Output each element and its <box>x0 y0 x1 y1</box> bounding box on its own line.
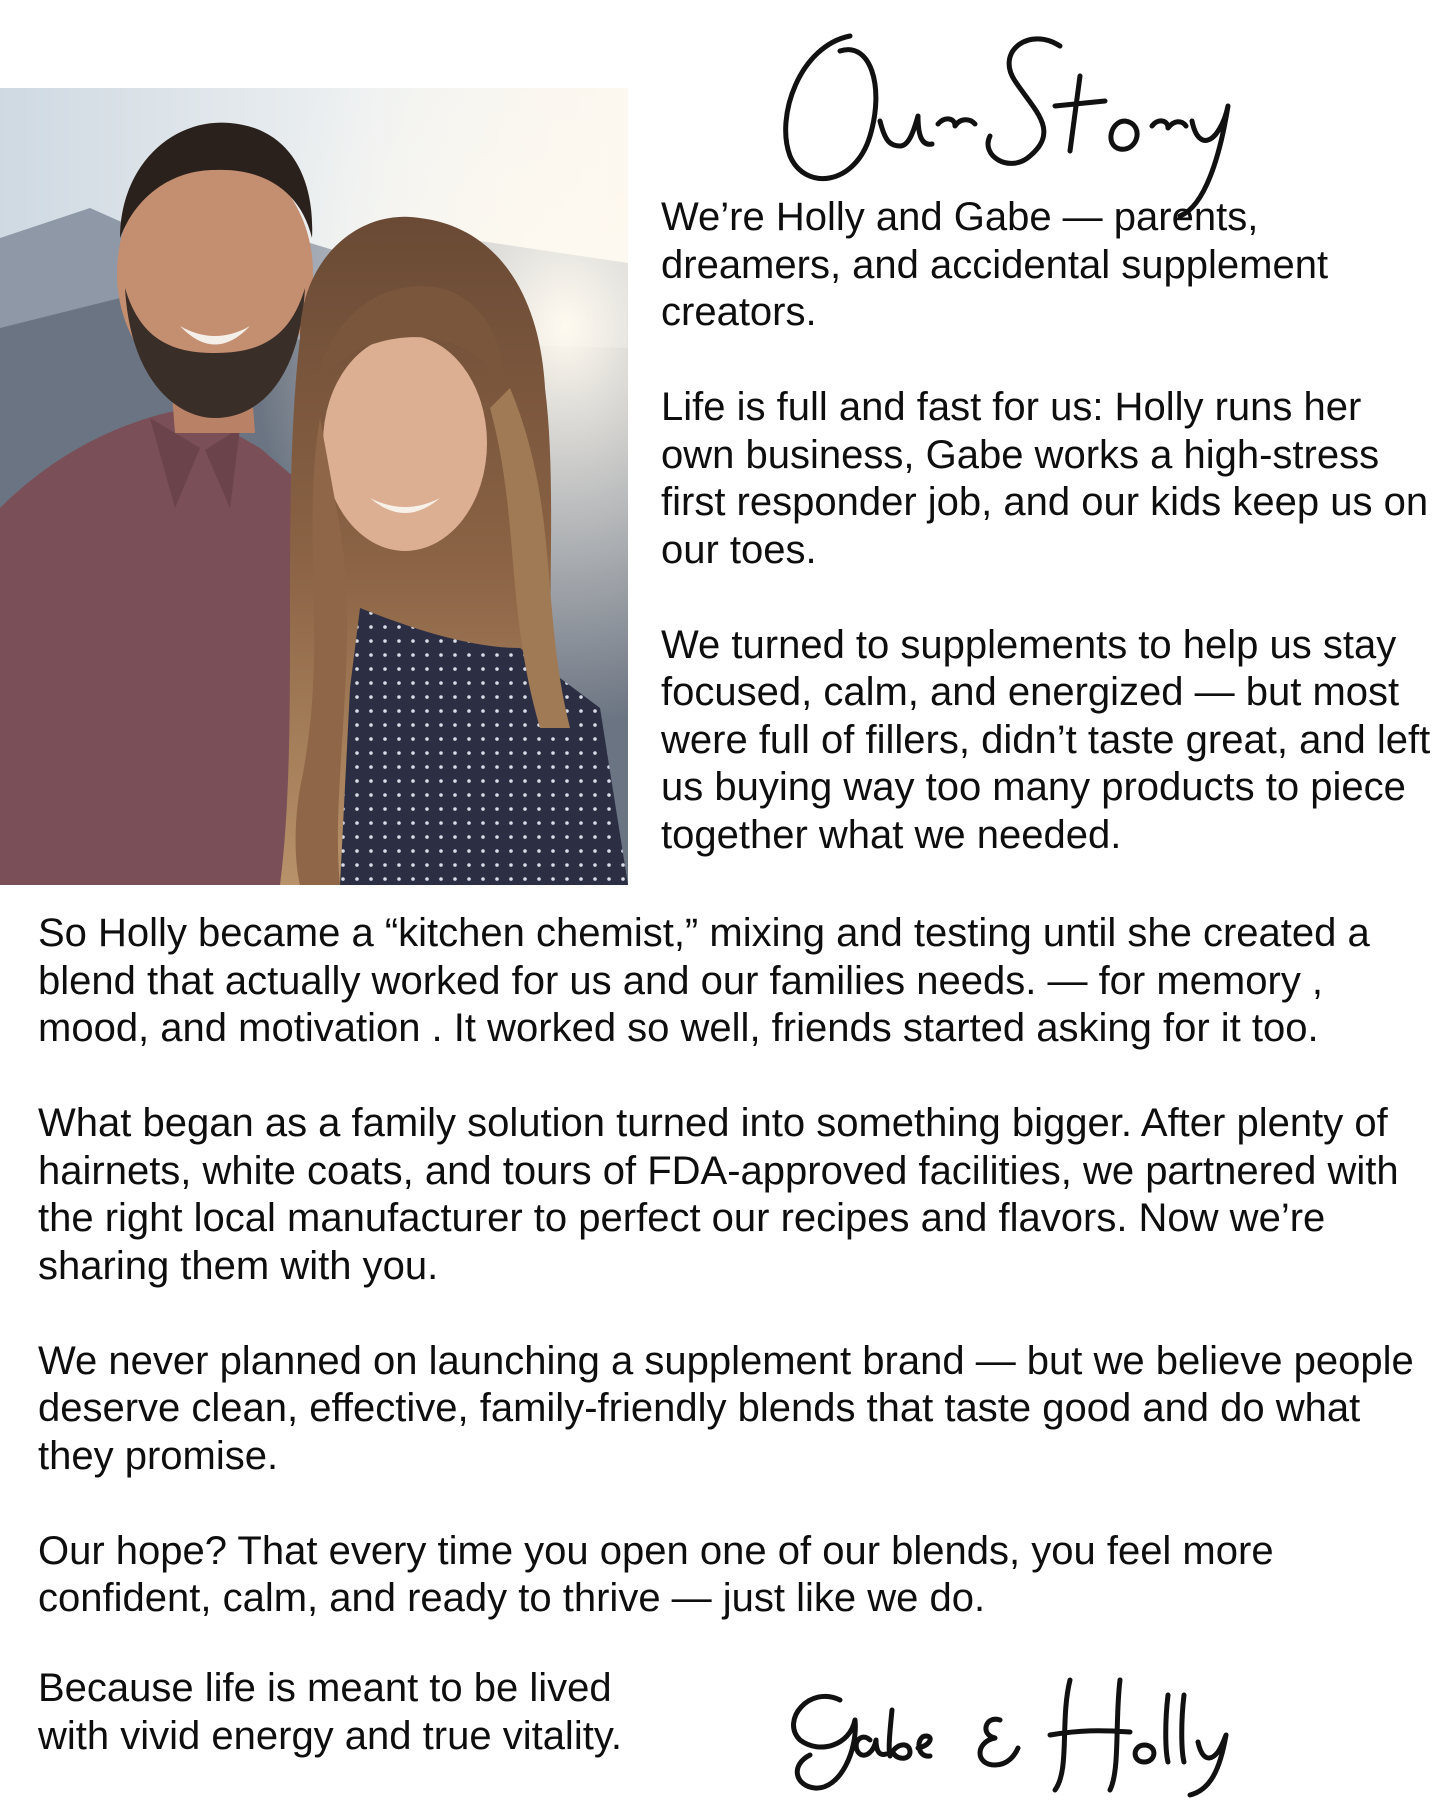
couple-photo <box>0 88 628 885</box>
signature-graphic <box>770 1660 1290 1800</box>
paragraph-kitchen-chemist: So Holly became a “kitchen chemist,” mixing and testing until she created a blend that actually worked for us and our families needs. — for memory , mood, and motivation . It worked so well, friends started asking for it too. <box>38 911 1370 1050</box>
title-script-graphic <box>760 6 1280 226</box>
closing-line-1: Because life is meant to be lived <box>38 1666 612 1710</box>
paragraph-supplements: We turned to supplements to help us stay focused, calm, and energized — but most were full of fillers, didn’t taste great, and left us buying way too many products to piece together what we needed. <box>661 622 1431 857</box>
paragraph-manufacturer: What began as a family solution turned into something bigger. After plenty of hairnets, white coats, and tours of FDA-approved facilities, we partnered with the right local manufacturer to perfect our recipes and flavors. Now we’re sharing them with you. <box>38 1101 1399 1288</box>
paragraph-busy-life: Life is full and fast for us: Holly runs her own business, Gabe works a high-stress first responder job, and our kids keep us on our toes. <box>661 385 1429 572</box>
paragraph-brand: We never planned on launching a supplement brand — but we believe people deserve clean, effective, family-friendly blends that taste good and do what they promise. <box>38 1338 1414 1478</box>
closing-lines <box>38 1665 738 1760</box>
paragraph-hope: Our hope? That every time you open one of our blends, you feel more confident, calm, and ready to thrive — just like we do. <box>38 1528 1274 1620</box>
intro-column <box>661 194 1431 859</box>
story-title <box>760 6 1280 226</box>
signature <box>770 1660 1290 1800</box>
intro-paragraph: We’re Holly and Gabe — parents, dreamers, and accidental supplement creators. <box>661 195 1329 334</box>
story-body <box>38 910 1438 1623</box>
closing-line-2: with vivid energy and true vitality. <box>38 1713 622 1758</box>
